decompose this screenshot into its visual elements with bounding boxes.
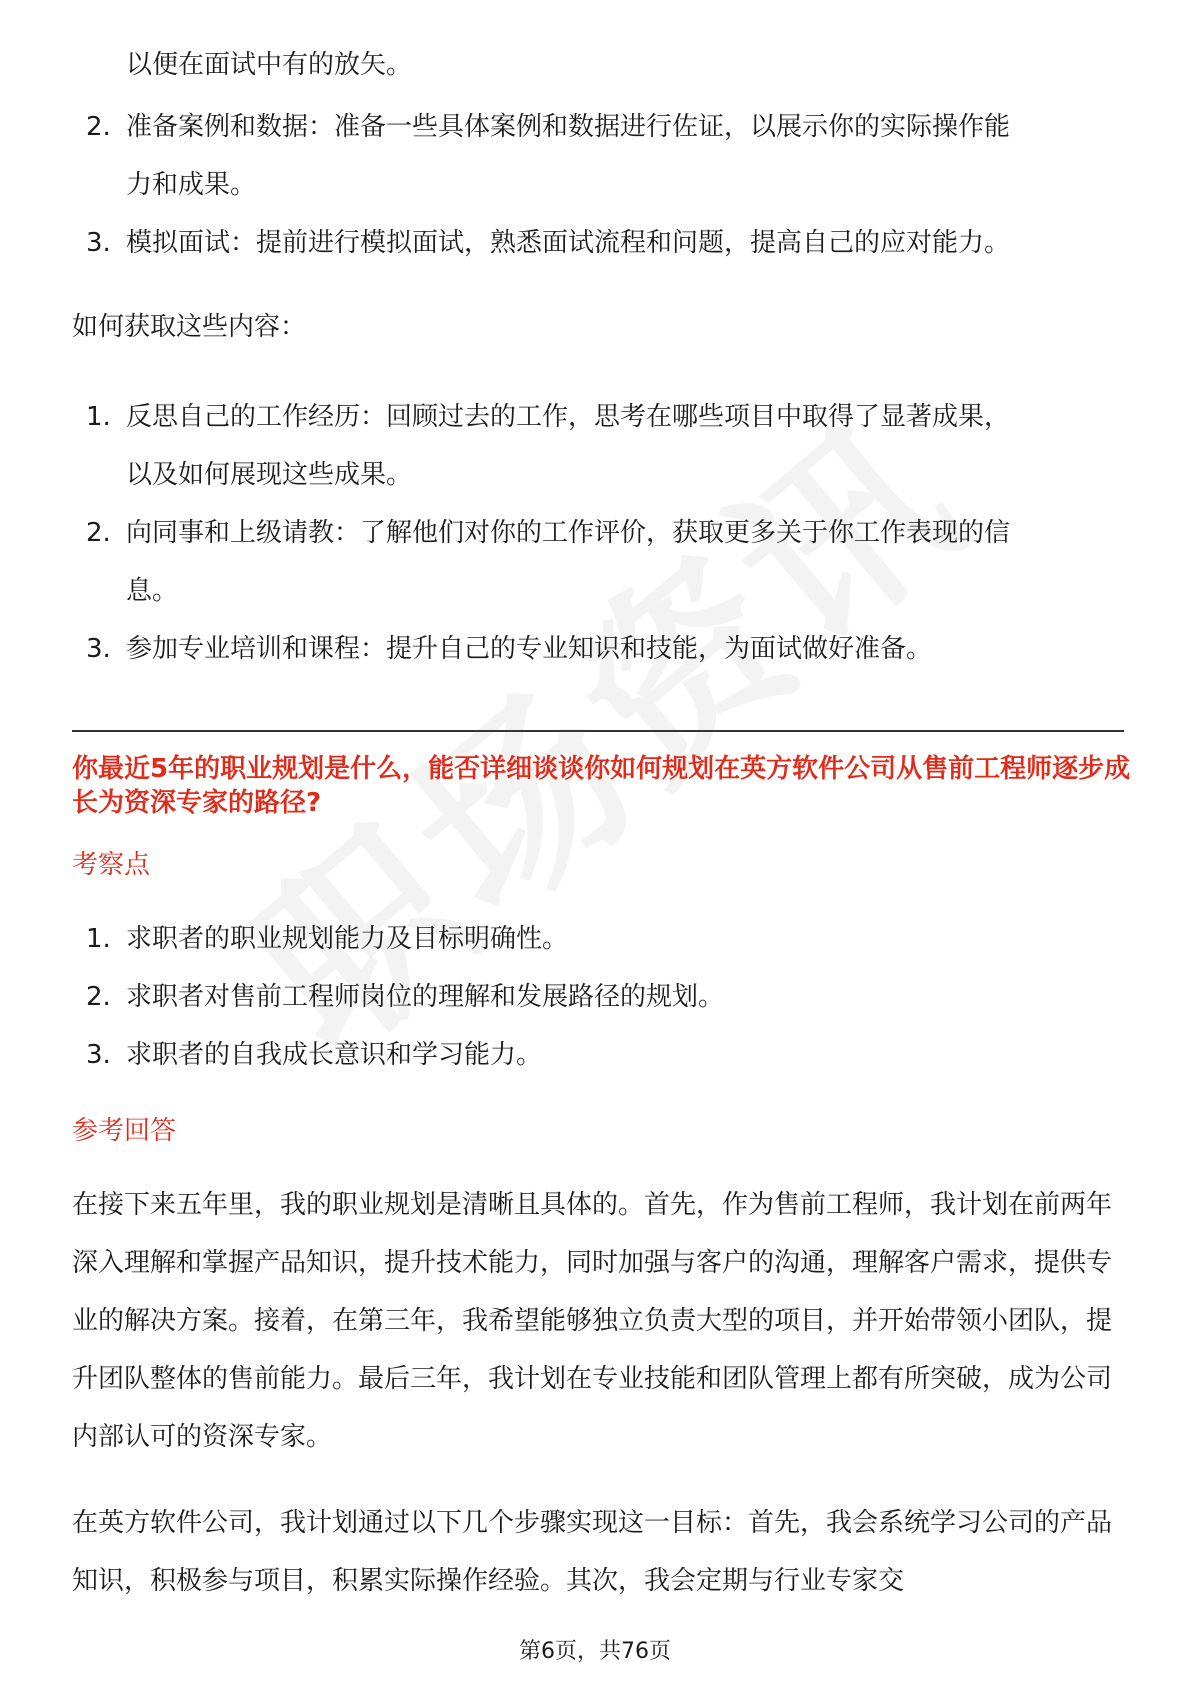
question-heading: 你最近5年的职业规划是什么，能否详细谈谈你如何规划在英方软件公司从售前工程师逐步成长为资深专家的路径? <box>72 754 1131 818</box>
list-item-text: 模拟面试：提前进行模拟面试，熟悉面试流程和问题，提高自己的应对能力。 <box>126 228 1011 258</box>
answer-paragraph: 在接下来五年里，我的职业规划是清晰且具体的。首先，作为售前工程师，我计划在前两年深入理解和掌握产品知识，提升技术能力，同时加强与客户的沟通，理解客户需求，提供专业的解决方案。接着，在第三年，我希望能够独立负责大型的项目，并开始带领小团队，提升团队整体的售前能力。最后三年，我计划在专业技能和团队管理上都有所突破，成为公司内部认可的资深专家。 <box>72 1190 1113 1452</box>
list-item-number: 1. <box>86 924 111 954</box>
section-heading: 如何获取这些内容： <box>72 312 307 342</box>
list-item-text: 以便在面试中有的放矢。 <box>126 50 413 80</box>
list-item-text: 求职者对售前工程师岗位的理解和发展路径的规划。 <box>126 982 725 1012</box>
page-footer: 第6页，共76页 <box>519 1639 671 1664</box>
list-item-text: 准备案例和数据：准备一些具体案例和数据进行佐证，以展示你的实际操作能 <box>126 112 1011 142</box>
answer-paragraph: 在英方软件公司，我计划通过以下几个步骤实现这一目标：首先，我会系统学习公司的产品知识，积极参与项目，积累实际操作经验。其次，我会定期与行业专家交 <box>72 1508 1113 1596</box>
list-item-text: 求职者的职业规划能力及目标明确性。 <box>126 924 569 954</box>
list-item-text: 息。 <box>126 576 179 606</box>
list-item-number: 2. <box>86 518 111 548</box>
list-item-text: 参加专业培训和课程：提升自己的专业知识和技能，为面试做好准备。 <box>126 634 933 664</box>
list-item-text: 求职者的自我成长意识和学习能力。 <box>126 1040 543 1070</box>
answer-heading: 参考回答 <box>72 1116 177 1146</box>
section-divider <box>72 730 1124 732</box>
list-item-number: 2. <box>86 112 111 142</box>
list-item-text: 反思自己的工作经历：回顾过去的工作，思考在哪些项目中取得了显著成果， <box>126 402 1011 432</box>
list-item-number: 3. <box>86 1040 111 1070</box>
list-item-text: 向同事和上级请教：了解他们对你的工作评价，获取更多关于你工作表现的信 <box>126 518 1011 548</box>
list-item-number: 2. <box>86 982 111 1012</box>
list-item-text: 以及如何展现这些成果。 <box>126 460 413 490</box>
list-item-number: 3. <box>86 634 111 664</box>
list-item-number: 3. <box>86 228 111 258</box>
list-item-text: 力和成果。 <box>126 170 257 200</box>
list-item-number: 1. <box>86 402 111 432</box>
points-heading: 考察点 <box>72 850 151 880</box>
